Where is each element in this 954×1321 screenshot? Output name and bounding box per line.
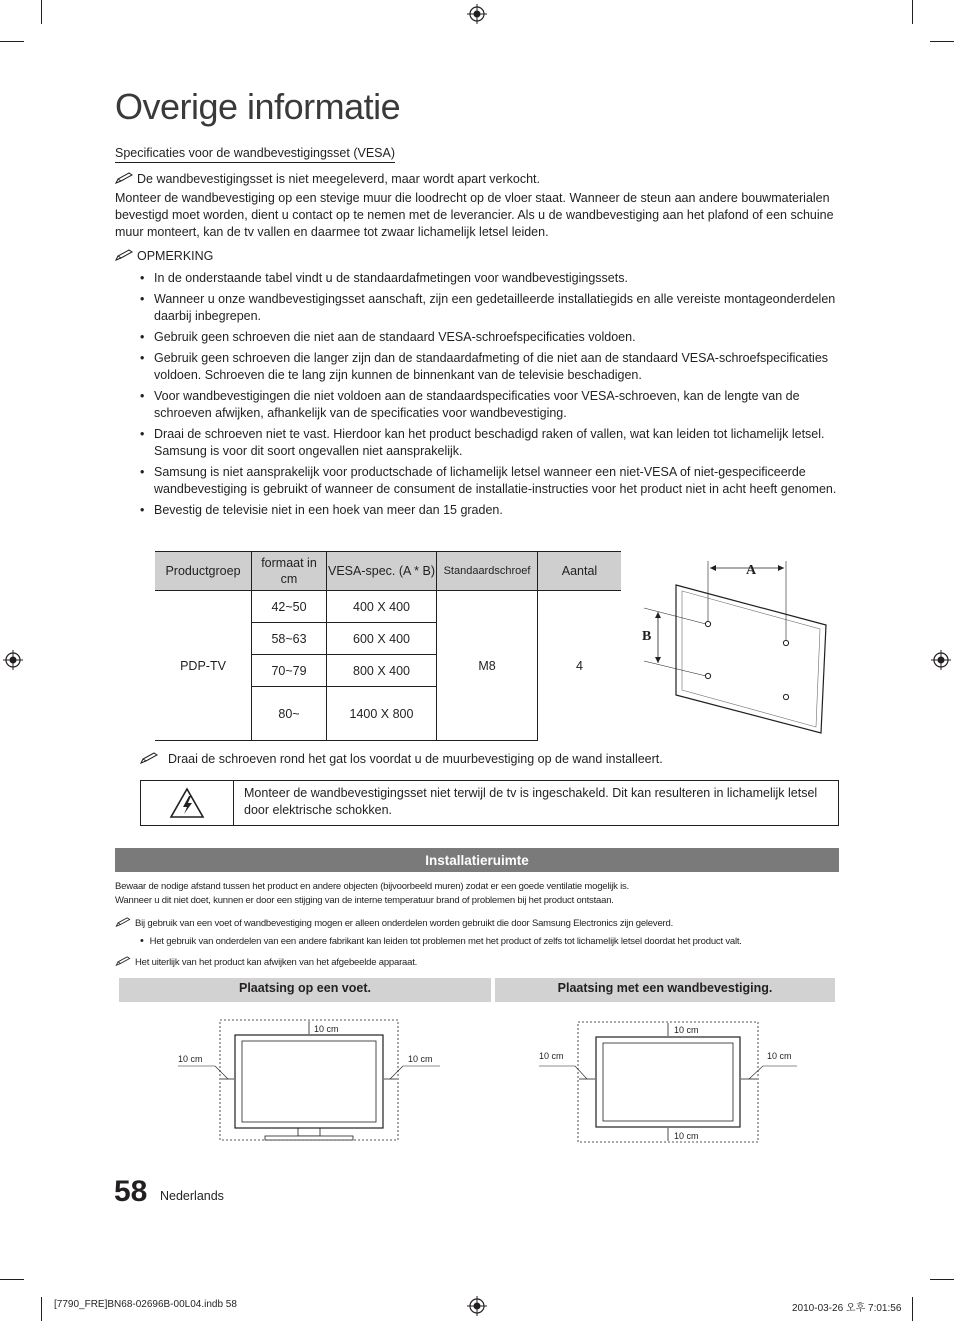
- wall-clearance-diagram: [535, 1015, 805, 1147]
- table-cell: 58~63: [252, 623, 327, 655]
- bullet-mark: •: [140, 935, 144, 947]
- install-note-2-text: Het uiterlijk van het product kan afwijken van het afgebeelde apparaat.: [135, 957, 418, 968]
- table-cell: 800 X 400: [327, 655, 437, 687]
- note-pencil-icon: [115, 917, 131, 927]
- dimension-b-label: B: [642, 629, 652, 644]
- list-item: • Samsung is niet aansprakelijk voor productschade of lichamelijk letsel wanneer een niet-VESA of niet-gespecificeerde wandbevestiging is gebruikt of wanneer de consument de installatie-instructies voor het product niet in acht heeft genomen.: [138, 464, 843, 498]
- list-item: • Gebruik geen schroeven die niet aan de standaard VESA-schroefspecificaties voldoen.: [138, 329, 843, 346]
- note-label: OPMERKING: [137, 249, 214, 263]
- clearance-bottom-label: 10 cm: [674, 1131, 699, 1141]
- registration-mark-icon: [467, 4, 487, 24]
- stand-clearance-diagram: [170, 1015, 450, 1145]
- list-item: • Bevestig de televisie niet in een hoek van meer dan 15 graden.: [138, 502, 843, 519]
- note-heading: [115, 248, 213, 265]
- crop-mark: [0, 41, 24, 42]
- install-line-2: Wanneer u dit niet doet, kunnen er door een stijging van de interne temperatuur brand of problemen bij het product ontstaan.: [115, 895, 614, 906]
- install-note-2: [115, 956, 417, 970]
- crop-mark: [912, 0, 913, 24]
- note-pencil-icon: [140, 752, 158, 764]
- column-header-stand: Plaatsing op een voet.: [119, 978, 491, 1002]
- print-file-info: [7790_FRE]BN68-02696B-00L04.indb 58: [54, 1299, 237, 1310]
- install-note-1-text: Bij gebruik van een voet of wandbevestiging mogen er alleen onderdelen worden gebruikt die door Samsung Electronics zijn geleverd.: [135, 918, 674, 929]
- screw-note-text: Draai de schroeven rond het gat los voordat u de muurbevestiging op de wand installeert.: [168, 752, 663, 766]
- install-bullet-text: Het gebruik van onderdelen van een andere fabrikant kan leiden tot problemen met het product of zelfs tot lichamelijk letsel doordat het product valt.: [149, 936, 742, 947]
- clearance-left-label: 10 cm: [178, 1054, 203, 1064]
- table-cell: 80~: [252, 687, 327, 741]
- table-cell: 42~50: [252, 591, 327, 623]
- column-header-wall: Plaatsing met een wandbevestiging.: [495, 978, 835, 1002]
- clearance-top-label: 10 cm: [314, 1024, 339, 1034]
- table-cell: 400 X 400: [327, 591, 437, 623]
- table-cell: 70~79: [252, 655, 327, 687]
- list-item: • Voor wandbevestigingen die niet voldoen aan de standaardspecificaties voor VESA-schroeven, kan de lengte van de schroeven afwijken, afhankelijk van de specificaties voor wandbevestiging.: [138, 388, 843, 422]
- table-header: Aantal: [538, 552, 622, 591]
- warning-box: [140, 780, 839, 826]
- table-header: VESA-spec. (A * B): [327, 552, 437, 591]
- note-not-included: [115, 171, 540, 188]
- crop-mark: [930, 41, 954, 42]
- install-bullet: [140, 934, 742, 949]
- section-title: Specificaties voor de wandbevestigingsset (VESA): [115, 146, 395, 163]
- table-header: Standaardschroef: [437, 552, 538, 591]
- warning-text: Monteer de wandbevestigingsset niet terwijl de tv is ingeschakeld. Dit kan resulteren in lichamelijk letsel door elektrische schokken.: [244, 786, 818, 817]
- clearance-right-label: 10 cm: [767, 1051, 792, 1061]
- page-language: Nederlands: [160, 1189, 224, 1203]
- dimension-a-label: A: [746, 563, 757, 578]
- list-item: • Draai de schroeven niet te vast. Hierdoor kan het product beschadigd raken of vallen, wat kan leiden tot lichamelijk letsel. Samsung is voor dit soort ongevallen niet aansprakelijk.: [138, 426, 843, 460]
- vesa-dimension-diagram: [636, 555, 836, 740]
- vesa-spec-table: [155, 551, 621, 741]
- crop-mark: [930, 1279, 954, 1280]
- table-cell: 1400 X 800: [327, 687, 437, 741]
- registration-mark-icon: [467, 1296, 487, 1316]
- install-note-1: [115, 917, 673, 931]
- registration-mark-icon: [931, 650, 951, 670]
- clearance-right-label: 10 cm: [408, 1054, 433, 1064]
- table-cell-qty: 4: [538, 591, 622, 741]
- note-bullet-list: [138, 270, 843, 523]
- intro-paragraph: Monteer de wandbevestiging op een stevige muur die loodrecht op de vloer staat. Wanneer de steun aan andere bouwmaterialen bevestigd moet worden, dient u contact op te nemen met de leverancier. Als u de wandbevestiging aan het plafond of een schuine muur monteert, kan de tv vallen en daarmee tot zwaar lichamelijk letsel leiden.: [115, 191, 834, 239]
- page-number: 58: [114, 1175, 148, 1208]
- list-item: • Gebruik geen schroeven die langer zijn dan de standaardafmeting of die niet aan de standaard VESA-schroefspecificaties voldoen. Schroeven die te lang zijn kunnen de binnenkant van de televisie beschadigen.: [138, 350, 843, 384]
- page-title: Overige informatie: [115, 86, 401, 127]
- print-datetime: 2010-03-26 오후 7:01:56: [792, 1303, 902, 1314]
- install-line-1: Bewaar de nodige afstand tussen het product en andere objecten (bijvoorbeeld muren) zodat er een goede ventilatie mogelijk is.: [115, 881, 630, 892]
- clearance-top-label: 10 cm: [674, 1025, 699, 1035]
- crop-mark: [41, 0, 42, 24]
- table-cell-screw: M8: [437, 591, 538, 741]
- note-pencil-icon: [115, 172, 133, 184]
- table-header: Productgroep: [155, 552, 252, 591]
- registration-mark-icon: [3, 650, 23, 670]
- clearance-left-label: 10 cm: [539, 1051, 564, 1061]
- list-item: • Wanneer u onze wandbevestigingsset aanschaft, zijn een gedetailleerde installatiegids en alle vereiste montageonderdelen daarbij inbegrepen.: [138, 291, 843, 325]
- table-header: formaat in cm: [252, 552, 327, 591]
- table-cell-group: PDP-TV: [155, 591, 252, 741]
- install-section-title: Installatieruimte: [115, 848, 839, 872]
- crop-mark: [912, 1297, 913, 1321]
- note-pencil-icon: [115, 956, 131, 966]
- note-pencil-icon: [115, 249, 133, 261]
- crop-mark: [41, 1297, 42, 1321]
- note-text: De wandbevestigingsset is niet meegeleverd, maar wordt apart verkocht.: [137, 172, 540, 186]
- screw-note: [140, 751, 663, 768]
- crop-mark: [0, 1279, 24, 1280]
- warning-icon-cell: [141, 781, 234, 825]
- table-cell: 600 X 400: [327, 623, 437, 655]
- electric-shock-warning-icon: [169, 787, 205, 819]
- list-item: • In de onderstaande tabel vindt u de standaardafmetingen voor wandbevestigingssets.: [138, 270, 843, 287]
